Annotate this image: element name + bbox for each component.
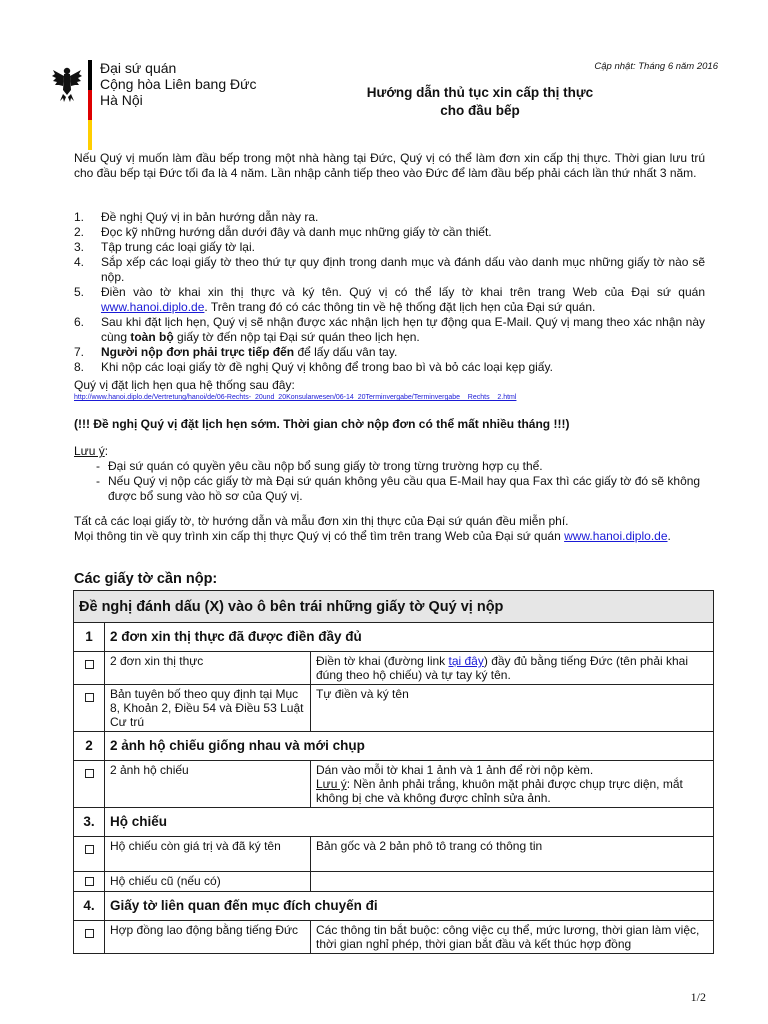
flag-black-stripe <box>88 60 92 90</box>
item-cell: Bản tuyên bố theo quy định tại Mục 8, Khoản 2, Điều 54 và Điều 53 Luật Cư trú <box>105 685 311 732</box>
checkbox-cell[interactable] <box>74 685 105 732</box>
note-cell <box>311 872 714 892</box>
note-cell: Tự điền và ký tên <box>311 685 714 732</box>
group-title: Giấy tờ liên quan đến mục đích chuyến đi <box>105 892 714 921</box>
step-number: 5. <box>74 285 85 299</box>
step-text: Đọc kỹ những hướng dẫn dưới đây và danh mục những giấy tờ cần thiết. <box>101 225 492 239</box>
step-text-tail: giấy tờ đến nộp tại Đại sứ quán theo lịch hẹn. <box>173 330 420 344</box>
group-title: 2 đơn xin thị thực đã được điền đầy đủ <box>105 623 714 652</box>
checkbox[interactable] <box>85 769 94 778</box>
step-item <box>74 225 705 240</box>
group-number: 2 <box>74 732 105 761</box>
more-info-tail: . <box>667 529 671 543</box>
step-item <box>74 285 705 315</box>
step-emphasis: Người nộp đơn phải trực tiếp đến <box>101 345 295 359</box>
group-number: 1 <box>74 623 105 652</box>
german-flag-bar <box>88 60 92 150</box>
step-text: Tập trung các loại giấy tờ lại. <box>101 240 255 254</box>
note-text-2: : Nền ảnh phải trắng, khuôn mặt phải được chụp trực diện, mắt không bị che và không được chỉnh sửa ảnh. <box>316 777 683 805</box>
note-text-tail: ) đầy đủ bằng tiếng Đức (tên phải khai đúng theo hộ chiếu) và tự tay ký tên. <box>316 654 689 682</box>
document-title <box>300 84 660 120</box>
step-text: Khi nộp các loại giấy tờ đề nghị Quý vị không để trong bao bì và bỏ các loại kẹp giấy. <box>101 360 553 374</box>
step-text-tail: để lấy dấu vân tay. <box>294 345 398 359</box>
embassy-line-1: Đại sứ quán <box>100 60 177 76</box>
note-text: Đại sứ quán có quyền yêu cầu nộp bổ sung giấy tờ trong từng trường hợp cụ thể. <box>108 459 543 473</box>
checkbox-cell[interactable] <box>74 872 105 892</box>
title-line-1: Hướng dẫn thủ tục xin cấp thị thực <box>366 85 594 100</box>
more-info <box>74 529 705 544</box>
title-line-2: cho đầu bếp <box>440 103 520 118</box>
group-row <box>74 623 714 652</box>
table-row <box>74 921 714 954</box>
more-info-text: Mọi thông tin về quy trình xin cấp thị thực Quý vị có thể tìm trên trang Web của Đại sứ quán <box>74 529 565 543</box>
notes-label: Lưu ý <box>74 444 105 458</box>
page-number: 1/2 <box>690 990 706 1004</box>
booking-text: Quý vị đặt lịch hẹn qua hệ thống sau đây: <box>74 378 295 392</box>
embassy-website-link[interactable]: www.hanoi.diplo.de <box>101 300 205 314</box>
note-cell <box>311 652 714 685</box>
booking-warning: (!!! Đề nghị Quý vị đặt lịch hẹn sớm. Thời gian chờ nộp đơn có thể mất nhiều tháng !!!) <box>74 417 570 431</box>
checkbox-cell[interactable] <box>74 921 105 954</box>
step-item <box>74 360 705 375</box>
flag-red-stripe <box>88 90 92 120</box>
group-row <box>74 732 714 761</box>
steps-list <box>74 210 705 375</box>
step-text: Điền vào tờ khai xin thị thực và ký tên. Quý vị có thể lấy tờ khai trên trang Web của Đại sứ quán <box>101 285 705 299</box>
note-cell <box>311 761 714 808</box>
step-number: 1. <box>74 210 85 224</box>
notes-block: Lưu ý: - Đại sứ quán có quyền yêu cầu nộp bổ sung giấy tờ trong từng trường hợp cụ thể. - Nếu Quý vị nộp các giấy tờ mà Đại sứ quán không yêu cầu qua E-Mail hay qua Fax thì các giấy tờ đó sẽ không được bổ sung vào hồ sơ của Quý vị. <box>74 444 705 504</box>
step-text: Đề nghị Quý vị in bản hướng dẫn này ra. <box>101 210 319 224</box>
table-row <box>74 837 714 872</box>
group-title: Hộ chiếu <box>105 808 714 837</box>
note-cell: Bản gốc và 2 bản phô tô trang có thông tin <box>311 837 714 872</box>
documents-table <box>73 590 714 954</box>
note-text: Điền tờ khai (đường link <box>316 654 449 668</box>
note-item: - Nếu Quý vị nộp các giấy tờ mà Đại sứ quán không yêu cầu qua E-Mail hay qua Fax thì các giấy tờ đó sẽ không được bổ sung vào hồ sơ của Quý vị. <box>96 474 701 503</box>
step-item <box>74 315 705 345</box>
note-text: Dán vào mỗi tờ khai 1 ảnh và 1 ảnh để rời nộp kèm. <box>316 763 594 777</box>
note-item: - Đại sứ quán có quyền yêu cầu nộp bổ sung giấy tờ trong từng trường hợp cụ thể. <box>96 459 543 473</box>
note-label: Lưu ý <box>316 777 347 791</box>
step-number: 7. <box>74 345 85 359</box>
item-cell: Hộ chiếu cũ (nếu có) <box>105 872 311 892</box>
embassy-line-2: Cộng hòa Liên bang Đức <box>100 76 257 92</box>
group-number: 3. <box>74 808 105 837</box>
item-cell: 2 đơn xin thị thực <box>105 652 311 685</box>
intro-paragraph: Nếu Quý vị muốn làm đầu bếp trong một nhà hàng tại Đức, Quý vị có thể làm đơn xin cấp thị thực. Thời gian lưu trú cho đầu bếp tại Đức tối đa là 4 năm. Lần nhập cảnh tiếp theo vào Đức để làm đầu bếp phải cách lần thứ nhất 3 năm. <box>74 151 705 180</box>
step-text: Sắp xếp các loại giấy tờ theo thứ tự quy định trong danh mục và đánh dấu vào danh mục những giấy tờ nào sẽ nộp. <box>101 255 705 284</box>
eagle-emblem-icon <box>52 64 82 104</box>
step-number: 4. <box>74 255 85 269</box>
free-note: Tất cả các loại giấy tờ, tờ hướng dẫn và mẫu đơn xin thị thực của Đại sứ quán đều miễn phí. <box>74 514 569 528</box>
updated-date: Cập nhật: Tháng 6 năm 2016 <box>594 61 718 72</box>
step-item <box>74 210 705 225</box>
table-row <box>74 761 714 808</box>
checkbox[interactable] <box>85 877 94 886</box>
checkbox[interactable] <box>85 693 94 702</box>
checkbox-cell[interactable] <box>74 761 105 808</box>
table-row <box>74 652 714 685</box>
step-text: Sau khi đặt lịch hẹn, Quý vị sẽ nhận được xác nhận lịch hẹn tự động qua E-Mail. Quý vị mang theo xác nhận này cùng <box>101 315 705 344</box>
group-row <box>74 892 714 921</box>
item-cell: Hộ chiếu còn giá trị và đã ký tên <box>105 837 311 872</box>
step-item <box>74 345 705 360</box>
item-cell: 2 ảnh hộ chiếu <box>105 761 311 808</box>
checkbox[interactable] <box>85 845 94 854</box>
booking-url[interactable]: http://www.hanoi.diplo.de/Vertretung/hanoi/de/06-Rechts-_20und_20Konsularwesen/06-14_20Terminvergabe/Terminvergabe__Rechts__2.html <box>74 394 517 401</box>
table-banner-row <box>74 591 714 623</box>
group-number: 4. <box>74 892 105 921</box>
step-number: 8. <box>74 360 85 374</box>
table-banner: Đề nghị đánh dấu (X) vào ô bên trái những giấy tờ Quý vị nộp <box>74 591 714 623</box>
table-row <box>74 685 714 732</box>
note-cell: Các thông tin bắt buộc: công việc cụ thể, mức lương, thời gian làm việc, thời gian nghỉ phép, thời gian bắt đầu và kết thúc hợp đồng <box>311 921 714 954</box>
checkbox[interactable] <box>85 929 94 938</box>
note-text: Nếu Quý vị nộp các giấy tờ mà Đại sứ quán không yêu cầu qua E-Mail hay qua Fax thì các giấy tờ đó sẽ không được bổ sung vào hồ sơ của Quý vị. <box>108 474 701 503</box>
embassy-website-link[interactable]: www.hanoi.diplo.de <box>564 529 668 543</box>
step-number: 3. <box>74 240 85 254</box>
item-cell: Hợp đồng lao động bằng tiếng Đức <box>105 921 311 954</box>
group-row <box>74 808 714 837</box>
step-text-tail: . Trên trang đó có các thông tin về hệ thống đặt lịch hẹn của Đại sứ quán. <box>204 300 596 314</box>
step-number: 2. <box>74 225 85 239</box>
checkbox-cell[interactable] <box>74 837 105 872</box>
step-item <box>74 255 705 285</box>
group-title: 2 ảnh hộ chiếu giống nhau và mới chụp <box>105 732 714 761</box>
embassy-line-3: Hà Nội <box>100 92 143 108</box>
step-item <box>74 240 705 255</box>
booking-url-link[interactable] <box>74 393 705 402</box>
checkbox-cell[interactable] <box>74 652 105 685</box>
step-emphasis: toàn bộ <box>130 330 174 344</box>
form-link[interactable]: tại đây <box>448 654 484 668</box>
embassy-name <box>100 60 256 108</box>
table-row <box>74 872 714 892</box>
step-number: 6. <box>74 315 85 329</box>
flag-gold-stripe <box>88 120 92 150</box>
checkbox[interactable] <box>85 660 94 669</box>
documents-heading: Các giấy tờ cần nộp: <box>74 571 218 587</box>
